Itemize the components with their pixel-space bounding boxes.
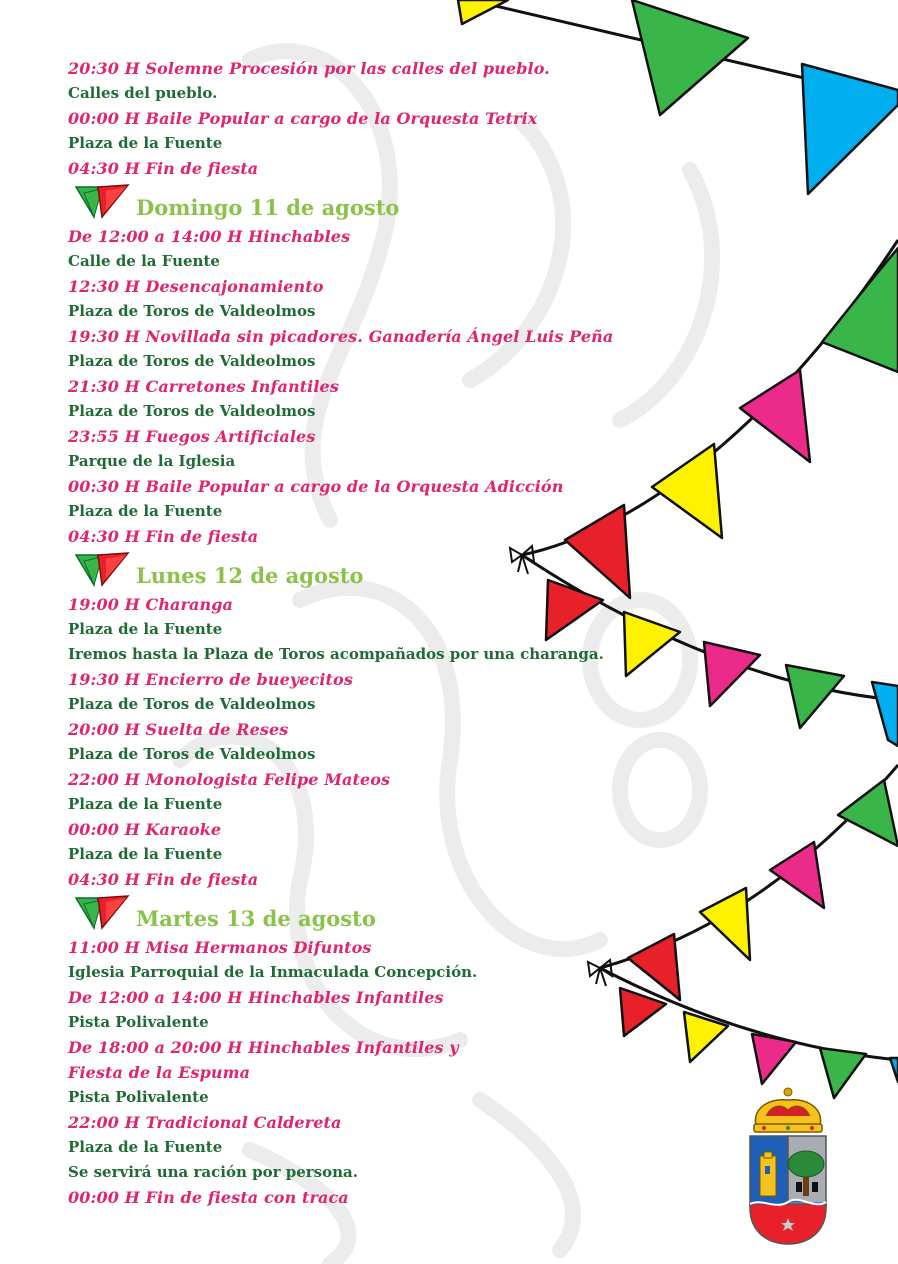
place-line: Plaza de la Fuente — [68, 795, 223, 813]
place-line: Calle de la Fuente — [68, 252, 220, 270]
event-line: 04:30 H Fin de fiesta — [68, 159, 259, 178]
red-green-pennant-icon — [72, 894, 130, 930]
place-line: Plaza de Toros de Valdeolmos — [68, 302, 316, 320]
event-line: 21:30 H Carretones Infantiles — [68, 377, 339, 396]
event-line: 11:00 H Misa Hermanos Difuntos — [68, 938, 372, 957]
event-line: De 12:00 a 14:00 H Hinchables — [68, 227, 351, 246]
place-line: Se servirá una ración por persona. — [68, 1163, 358, 1181]
event-line: 23:55 H Fuegos Artificiales — [68, 427, 316, 446]
place-line: Plaza de Toros de Valdeolmos — [68, 352, 316, 370]
place-line: Plaza de la Fuente — [68, 845, 223, 863]
day-title: Martes 13 de agosto — [136, 906, 376, 931]
event-line: De 18:00 a 20:00 H Hinchables Infantiles y — [68, 1038, 459, 1057]
event-line: 20:00 H Suelta de Reses — [68, 720, 289, 739]
place-line: Plaza de Toros de Valdeolmos — [68, 695, 316, 713]
day-heading — [68, 892, 668, 935]
event-line: 22:00 H Monologista Felipe Mateos — [68, 770, 391, 789]
event-line: 00:00 H Baile Popular a cargo de la Orquesta Tetrix — [68, 109, 538, 128]
event-line: 19:00 H Charanga — [68, 595, 234, 614]
place-line: Parque de la Iglesia — [68, 452, 236, 470]
event-line: Fiesta de la Espuma — [68, 1063, 251, 1082]
place-line: Plaza de la Fuente — [68, 620, 223, 638]
event-line: 20:30 H Solemne Procesión por las calles del pueblo. — [68, 59, 550, 78]
event-line: 22:00 H Tradicional Caldereta — [68, 1113, 342, 1132]
place-line: Plaza de la Fuente — [68, 1138, 223, 1156]
day-title: Lunes 12 de agosto — [136, 563, 364, 588]
place-line: Calles del pueblo. — [68, 84, 218, 102]
red-green-pennant-icon — [72, 551, 130, 587]
event-line: 00:00 H Karaoke — [68, 820, 222, 839]
place-line: Plaza de la Fuente — [68, 502, 223, 520]
event-line: 04:30 H Fin de fiesta — [68, 870, 259, 889]
place-line: Iremos hasta la Plaza de Toros acompañados por una charanga. — [68, 645, 604, 663]
shield — [750, 1136, 826, 1244]
place-line: Plaza de Toros de Valdeolmos — [68, 745, 316, 763]
event-line: 04:30 H Fin de fiesta — [68, 527, 259, 546]
place-line: Iglesia Parroquial de la Inmaculada Concepción. — [68, 963, 478, 981]
place-line: Plaza de Toros de Valdeolmos — [68, 402, 316, 420]
coat-of-arms-icon — [742, 1086, 834, 1246]
day-heading — [68, 549, 668, 592]
festival-schedule — [68, 56, 668, 1210]
day-title: Domingo 11 de agosto — [136, 195, 400, 220]
day-heading — [68, 181, 668, 224]
place-line: Pista Polivalente — [68, 1013, 209, 1031]
place-line: Pista Polivalente — [68, 1088, 209, 1106]
event-line: 12:30 H Desencajonamiento — [68, 277, 324, 296]
place-line: Plaza de la Fuente — [68, 134, 223, 152]
crown — [754, 1088, 822, 1132]
red-green-pennant-icon — [72, 183, 130, 219]
event-line: 19:30 H Encierro de bueyecitos — [68, 670, 353, 689]
event-line: 19:30 H Novillada sin picadores. Ganadería Ángel Luis Peña — [68, 327, 614, 346]
event-line: 00:30 H Baile Popular a cargo de la Orquesta Adicción — [68, 477, 564, 496]
event-line: 00:00 H Fin de fiesta con traca — [68, 1188, 349, 1207]
event-line: De 12:00 a 14:00 H Hinchables Infantiles — [68, 988, 444, 1007]
